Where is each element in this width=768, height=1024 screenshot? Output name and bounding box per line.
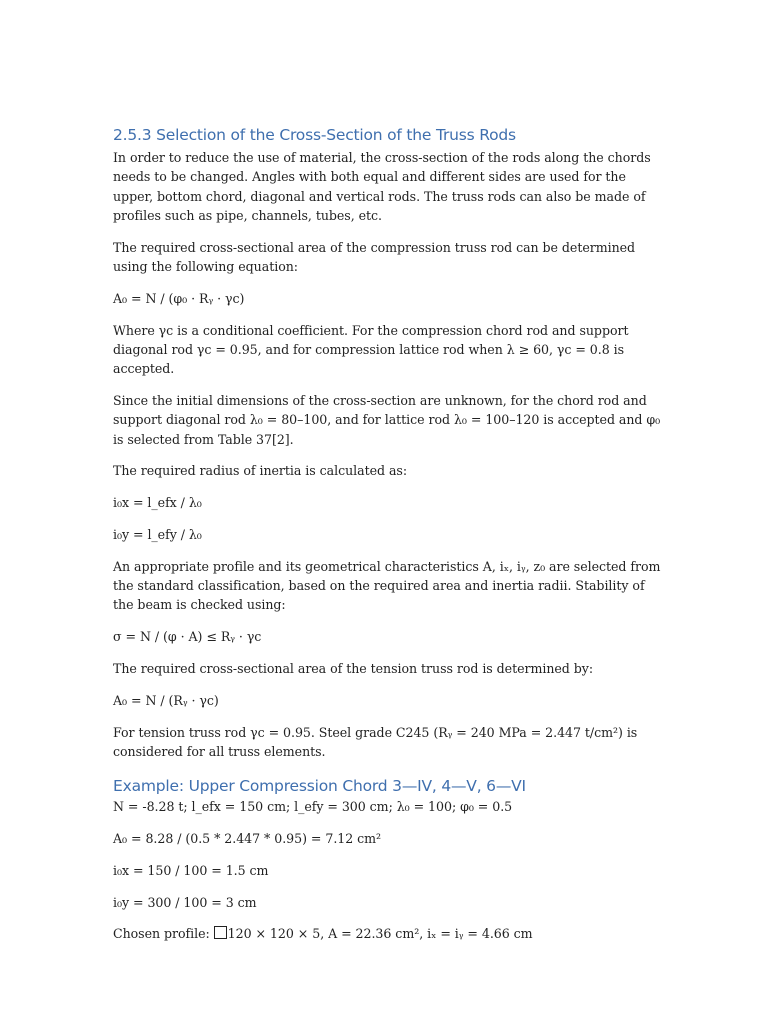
formula-radius-y: i₀y = l_efy / λ₀ — [113, 526, 202, 542]
chosen-profile-prefix: Chosen profile: — [113, 926, 214, 942]
document-page — [113, 124, 663, 956]
chosen-profile-details: 120 × 120 × 5, A = 22.36 cm², iₓ = iᵧ = 4.66 cm — [227, 926, 533, 942]
square-hollow-section-icon — [214, 926, 227, 939]
formula-stability: σ = N / (φ · A) ≤ Rᵧ · γc — [113, 629, 262, 645]
paragraph-initial-dimensions: Since the initial dimensions of the cross-section are unknown, for the chord rod and support diagonal rod λ₀ = 80–100, and for lattice rod λ₀ = 100–120 is accepted and φ₀ is selected from Table 37[2]. — [113, 392, 661, 447]
section-heading: 2.5.3 Selection of the Cross-Section of the Truss Rods — [113, 126, 516, 144]
paragraph-coefficient: Where γc is a conditional coefficient. For the compression chord rod and support diagonal rod γc = 0.95, and for compression lattice rod when λ ≥ 60, γc = 0.8 is accepted. — [113, 322, 629, 377]
example-chosen-profile — [113, 924, 663, 943]
example-area: A₀ = 8.28 / (0.5 * 2.447 * 0.95) = 7.12 cm² — [113, 830, 382, 846]
formula-radius-x: i₀x = l_efx / λ₀ — [113, 495, 202, 511]
paragraph-radius: The required radius of inertia is calculated as: — [113, 463, 408, 479]
example-heading: Example: Upper Compression Chord 3—IV, 4—V, 6—VI — [113, 777, 526, 796]
paragraph-profile-selection: An appropriate profile and its geometrical characteristics A, iₓ, iᵧ, z₀ are selected from the standard classification, based on the required area and inertia radii. Stability of the beam is checked using: — [113, 558, 661, 613]
formula-tension-area: A₀ = N / (Rᵧ · γc) — [113, 692, 219, 708]
example-inputs: N = -8.28 t; l_efx = 150 cm; l_efy = 300 cm; λ₀ = 100; φ₀ = 0.5 — [113, 799, 513, 815]
example-radius-x: i₀x = 150 / 100 = 1.5 cm — [113, 862, 269, 878]
formula-compression-area: A₀ = N / (φ₀ · Rᵧ · γc) — [113, 290, 245, 306]
paragraph-tension-area: The required cross-sectional area of the tension truss rod is determined by: — [113, 660, 594, 676]
paragraph-intro: In order to reduce the use of material, the cross-section of the rods along the chords needs to be changed. Angles with both equal and different sides are used for the upper, bottom chord, diagonal and vertical rods. The truss rods can also be made of profiles such as pipe, channels, tubes, etc. — [113, 150, 651, 223]
example-radius-y: i₀y = 300 / 100 = 3 cm — [113, 894, 257, 910]
paragraph-steel-grade: For tension truss rod γc = 0.95. Steel grade C245 (Rᵧ = 240 MPa = 2.447 t/cm²) is considered for all truss elements. — [113, 724, 638, 759]
paragraph-compression-area: The required cross-sectional area of the compression truss rod can be determined using the following equation: — [113, 239, 636, 274]
